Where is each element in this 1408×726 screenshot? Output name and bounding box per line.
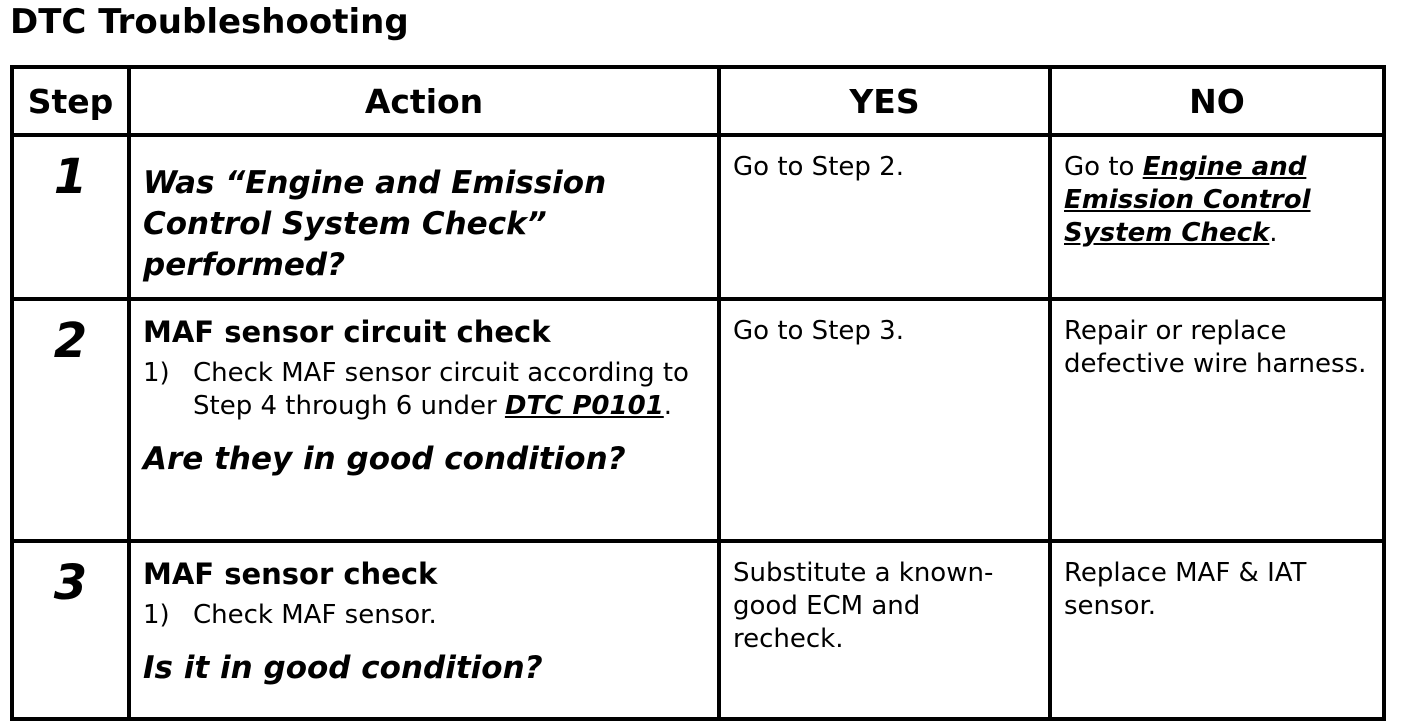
dtc-table — [10, 65, 1386, 721]
step-number: 3 — [53, 555, 88, 611]
yes-cell — [719, 135, 1050, 299]
yes-cell — [719, 299, 1050, 541]
page-title: DTC Troubleshooting — [10, 2, 409, 42]
header-step: Step — [12, 67, 129, 135]
check-heading: MAF sensor check — [143, 557, 438, 591]
sub-step-text — [193, 357, 707, 423]
no-cell — [1050, 299, 1384, 541]
no-text: Repair or replace defective wire harness. — [1064, 316, 1367, 379]
no-suffix: . — [1269, 218, 1278, 248]
sub-step-number: 1) — [143, 358, 170, 388]
sub-step — [143, 357, 707, 423]
header-no: NO — [1050, 67, 1384, 135]
sub-step-body: Check MAF sensor circuit according to Step 4 through 6 under — [193, 358, 689, 421]
no-text — [1052, 137, 1382, 250]
sub-step-text: Check MAF sensor. — [193, 600, 437, 630]
check-heading: MAF sensor circuit check — [143, 315, 551, 349]
no-prefix: Go to — [1064, 152, 1143, 182]
header-yes: YES — [719, 67, 1050, 135]
header-action: Action — [129, 67, 719, 135]
yes-text: Substitute a known-good ECM and recheck. — [733, 558, 994, 654]
action-cell — [129, 299, 719, 541]
step-number: 2 — [53, 313, 88, 369]
yes-cell — [719, 541, 1050, 719]
yes-text: Go to Step 2. — [733, 152, 904, 182]
engine-check-link[interactable]: Engine and Emission Control System Check — [1064, 152, 1311, 248]
step-number: 1 — [53, 149, 88, 205]
step-cell — [12, 541, 129, 719]
no-text: Replace MAF & IAT sensor. — [1064, 558, 1307, 621]
sub-step — [143, 599, 707, 632]
dtc-p0101-link[interactable]: DTC P0101 — [504, 391, 664, 421]
question-text: Was “Engine and Emission Control System Check” performed? — [143, 165, 607, 283]
table-row — [12, 299, 1384, 541]
sub-step-number: 1) — [143, 600, 170, 630]
yes-text: Go to Step 3. — [733, 316, 904, 346]
no-cell — [1050, 135, 1384, 299]
no-cell — [1050, 541, 1384, 719]
question-text: Is it in good condition? — [143, 650, 543, 686]
step-cell — [12, 135, 129, 299]
action-cell — [129, 135, 719, 299]
table-row — [12, 541, 1384, 719]
step-cell — [12, 299, 129, 541]
question-text: Are they in good condition? — [143, 441, 626, 477]
sub-step-suffix: . — [663, 391, 673, 421]
table-row — [12, 135, 1384, 299]
table-header-row — [12, 67, 1384, 135]
action-cell — [129, 541, 719, 719]
